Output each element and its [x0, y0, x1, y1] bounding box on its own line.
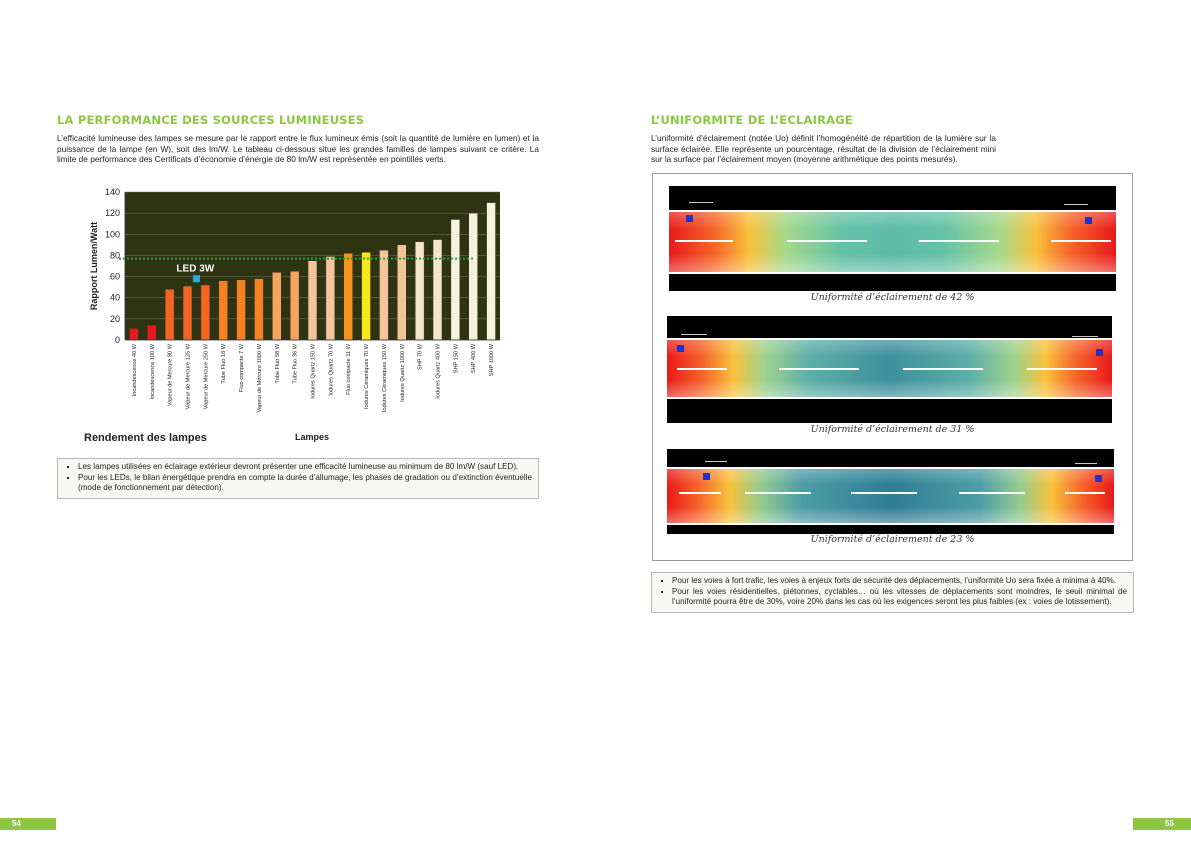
bar — [129, 328, 138, 340]
right-page-heading: L’UNIFORMITE DE L’ECLAIRAGE — [651, 113, 853, 127]
bar — [183, 286, 192, 340]
bar — [469, 213, 478, 340]
right-notes-box — [651, 572, 1134, 613]
lamp-marker-icon — [686, 215, 693, 222]
bar — [254, 279, 263, 340]
bar — [487, 203, 496, 340]
road-heatmap-31 — [667, 316, 1112, 423]
lamp-marker-icon — [1095, 475, 1102, 482]
x-tick-label: SHP 70 W — [417, 344, 424, 371]
right-note-item: ▪ Pour les voies à fort trafic, les voies à enjeux forts de sécurité des déplacements, l’uniformité Uo sera fixée à minima à 40%. — [672, 576, 1127, 587]
right-intro-paragraph: L’uniformité d’éclairement (notée Uo) définit l’homogénéité de répartition de la lumière sur la surface éclairée. Elle représente un pourcentage, résultat de la division de l’éclairement mini sur la surface par l’éclairement moyen (moyenne arithmétique des points mesurés). — [651, 133, 996, 165]
x-tick-label: Tube Fluo 18 W — [221, 344, 228, 384]
x-tick-label: SHP 1000 W — [489, 344, 496, 377]
x-tick-label: Iodures Quartz 70 W — [328, 344, 335, 396]
lamp-marker-icon — [703, 473, 710, 480]
lamp-marker-icon — [677, 345, 684, 352]
figure-caption: Uniformité d’éclairement de 23 % — [810, 534, 975, 545]
left-page-heading: LA PERFORMANCE DES SOURCES LUMINEUSES — [57, 113, 365, 127]
y-tick-label: 140 — [104, 187, 120, 197]
bar — [165, 289, 174, 340]
bar — [272, 272, 281, 340]
bar — [344, 253, 353, 340]
y-tick-label: 120 — [104, 208, 120, 219]
x-tick-label: Tube Fluo 36 W — [292, 344, 299, 384]
x-tick-label: Iodures Quartz 150 W — [310, 344, 317, 399]
left-note-item: ▪ Pour les LEDs, le bilan énergétique prendra en compte la durée d’allumage, les phases de gradation ou d’extinction éventuelle (mode de fonctionnement par détection). — [78, 473, 532, 494]
bar — [147, 325, 156, 340]
figure-caption: Uniformité d’éclairement de 31 % — [810, 424, 975, 435]
right-note-item: ▪ Pour les voies résidentielles, piétonnes, cyclables… où les vitesses de déplacements sont moindres, le seuil minimal de l’uniformité pourra être de 30%, voire 20% dans les cas où les exigences seront les plus faibles (ex : voies de lotissement). — [672, 587, 1127, 608]
bar — [201, 285, 210, 340]
lamp-marker-icon — [1096, 349, 1103, 356]
lamp-efficacy-chart-svg — [82, 180, 542, 450]
left-intro-paragraph: L’efficacité lumineuse des lampes se mesure par le rapport entre le flux lumineux émis (soit la quantité de lumière en lumen) et la puissance de la lampe (en W), soit des lm/W. Le tableau ci-dessous situe les grandes familles de lampes suivant ce critère. La limite de performance des Certificats d’économie d’énergie de 80 lm/W est représentée en pointillés verts. — [57, 133, 539, 165]
led-3w-label: LED 3W — [176, 263, 215, 275]
bar — [433, 240, 442, 340]
x-tick-label: SHP 150 W — [453, 344, 460, 374]
lamp-marker-icon — [1085, 217, 1092, 224]
bar — [415, 242, 424, 340]
bar — [290, 271, 299, 340]
left-note-item: ▪ Les lampes utilisées en éclairage extérieur devront présenter une efficacité lumineuse au minimum de 80 lm/W (sauf LED). — [78, 462, 532, 473]
y-axis-title: Rapport Lumen/Watt — [89, 221, 99, 311]
road-heatmap-42 — [669, 186, 1116, 291]
x-tick-label: Vapeur de Mercure 250 W — [203, 344, 210, 410]
bar — [326, 256, 335, 340]
x-tick-label: Tube Fluo 58 W — [274, 344, 281, 384]
x-tick-label: Incandescence 40 W — [131, 344, 138, 397]
chart-title: Rendement des lampes — [84, 432, 207, 444]
page-number-right: 55 — [1133, 818, 1191, 830]
x-tick-label: Iodures Céramiques 150 W — [381, 344, 388, 413]
x-tick-label: Vapeur de Mercure 80 W — [167, 344, 174, 407]
left-notes-box — [57, 458, 539, 499]
x-tick-label: Vapeur de Mercure 125 W — [185, 344, 192, 410]
y-tick-label: 20 — [109, 313, 120, 324]
x-tick-label: Iodures Quartz 400 W — [435, 344, 442, 399]
road-heatmap-23 — [667, 449, 1114, 534]
bar — [379, 250, 388, 340]
bar — [308, 261, 317, 340]
x-tick-label: Incandescence 100 W — [149, 344, 156, 400]
bar — [237, 280, 246, 340]
x-tick-label: Iodures Quartz 1000 W — [399, 344, 406, 402]
x-tick-label: SHP 400 W — [471, 344, 478, 374]
y-tick-label: 40 — [109, 292, 120, 303]
uniformity-figure-frame — [652, 173, 1133, 561]
led-3w-marker — [193, 275, 200, 282]
y-tick-label: 0 — [114, 335, 120, 345]
y-tick-label: 80 — [109, 250, 120, 261]
page-number-left: 54 — [0, 818, 56, 830]
x-axis-title: Lampes — [294, 432, 330, 442]
bar — [219, 281, 228, 340]
figure-caption: Uniformité d’éclairement de 42 % — [810, 292, 975, 303]
x-tick-label: Fluo compacte 7 W — [239, 344, 246, 393]
x-tick-label: Vapeur de Mercure 1000 W — [256, 344, 263, 413]
bar — [451, 219, 460, 340]
y-tick-label: 100 — [104, 229, 120, 240]
bar — [362, 252, 371, 340]
x-tick-label: Iodures Céramiques 70 W — [364, 344, 371, 409]
lamp-efficacy-chart — [82, 180, 542, 450]
y-tick-label: 60 — [109, 271, 120, 282]
x-tick-label: Fluo compacte 11 W — [346, 344, 353, 395]
